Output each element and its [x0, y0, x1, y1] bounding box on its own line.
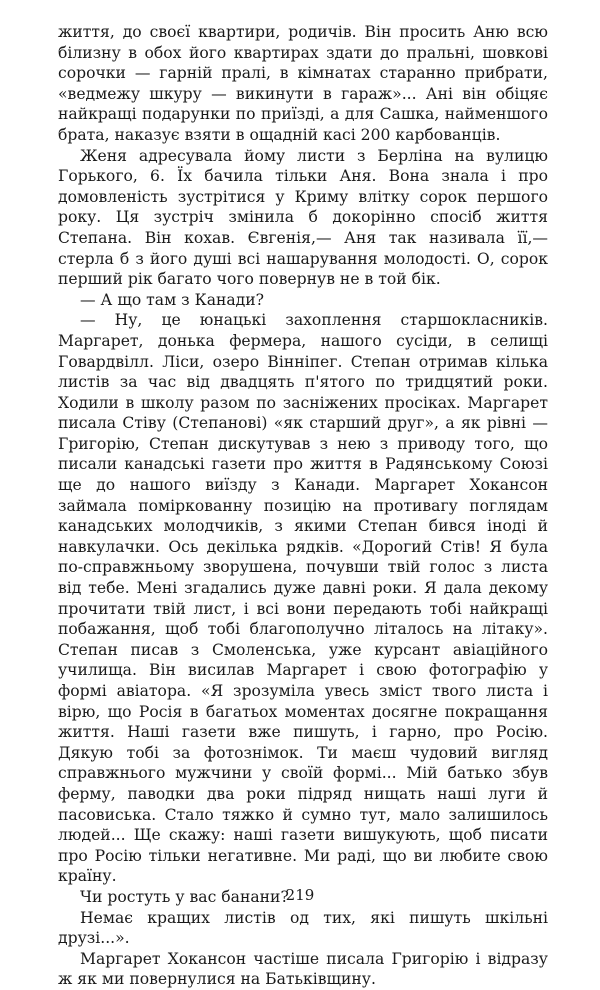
- paragraph-margaret-story: — Ну, це юнацькі захоплення старшокласників. Маргарет, донька фермера, нашого сусіди, в селищі Говардвілл. Ліси, озеро Вінніпег. Степан отримав кілька листів за час від двадцять п'ятого по тридцятий роки. Ходили в школу разом по засніжених просіках. Маргарет писала Стіву (Степанові) «як старший друг», а як рівні — Григорію, Степан дискутував з нею з приводу того, що писали канадські газети про життя в Радянському Союзі ще до нашого виїзду з Канади. Маргарет Хокансон займала поміркованну позицію на противагу поглядам канадських молодчиків, з якими Степан бився іноді й навкулачки. Ось декілька рядків. «Дорогий Стів! Я була по-справжньому зворушена, почувши твій голос з листа від тебе. Мені згадались дуже давні роки. Я дала декому прочитати твій лист, і всі вони передають тобі найкращі побажання, щоб тобі благополучно літалось на літаку». Степан писав з Смоленська, уже курсант авіаційного училища. Він висилав Маргарет і свою фотографію у формі авіатора. «Я зрозуміла увесь зміст твого листа і вірю, що Росія в багатьох моментах досягне покращання життя. Наші газети вже пишуть, і гарно, про Росію. Дякую тобі за фотознімок. Ти маєш чудовий вигляд справжнього мужчини у своїй формі... Мій батько збув ферму, паводки два роки підряд нищать наші луги й пасовиська. Стало тяжко й сумно тут, мало залишилось людей... Ще скажу: наші газети вишукують, щоб писати про Росію тільки негативне. Ми раді, що ви любите свою країну.: [58, 311, 548, 886]
- paragraph-zhenya-letters: Женя адресувала йому листи з Берліна на вулицю Горького, 6. Їх бачила тільки Аня. Вона знала і про домовленість зустрітися у Криму влітку сорок першого року. Ця зустріч змінила б докорінно спосіб життя Степана. Він кохав. Євгенія,— Аня так називала її,— стерла б з його душі всі нашарування молодості. О, сорок перший рік багато чого повернув не в той бік.: [58, 146, 548, 289]
- page-number: 219: [285, 886, 315, 904]
- paragraph-closing: Маргарет Хокансон частіше писала Григорію і відразу ж як ми повернулися на Батьківщину.: [58, 949, 548, 989]
- letter-line-best-letters: Немає кращих листів од тих, які пишуть шкільні друзі...».: [58, 908, 548, 948]
- body-text: [58, 22, 548, 990]
- letter-line-bananas: Чи ростуть у вас банани?: [80, 887, 289, 906]
- dialogue-question-canada: — А що там з Канади?: [80, 290, 265, 309]
- paragraph-continuation: життя, до своєї квартири, родичів. Він просить Аню всю білизну в обох його квартирах здати до пральні, шовкові сорочки — гарній пралі, в кімнатах старанно прибрати, «ведмежу шкуру — викинути в гараж»... Ані він обіцяє найкращі подарунки по приїзді, а для Сашка, найменшого брата, наказує взяти в ощадній касі 200 карбованців.: [58, 23, 548, 144]
